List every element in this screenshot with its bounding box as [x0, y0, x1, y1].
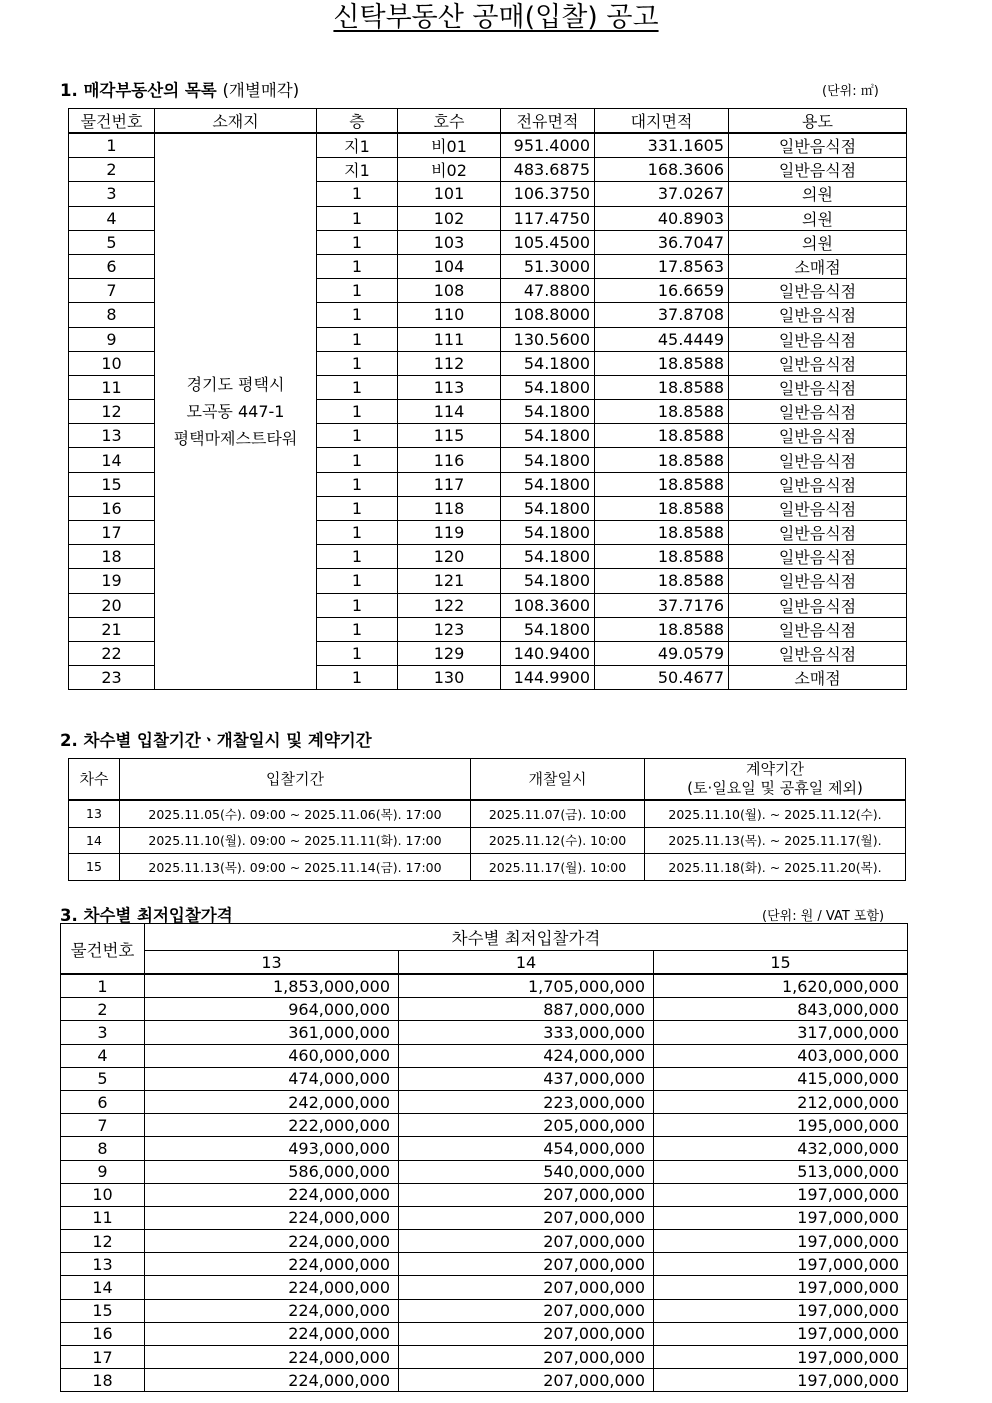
usage-cell: 일반음식점 [729, 521, 907, 545]
item-no-cell: 2 [61, 998, 145, 1021]
exclusive-area-cell: 54.1800 [501, 545, 595, 569]
unit-no-cell: 102 [398, 206, 501, 230]
price-round-15-cell: 432,000,000 [654, 1137, 908, 1160]
land-area-cell: 18.8588 [595, 351, 729, 375]
col-round-13: 13 [145, 951, 399, 975]
section1-heading: 1. 매각부동산의 목록 (개별매각) [60, 81, 300, 100]
item-no-cell: 9 [61, 1160, 145, 1183]
unit-no-cell: 123 [398, 617, 501, 641]
exclusive-area-cell: 105.4500 [501, 230, 595, 254]
price-round-13-cell: 224,000,000 [145, 1299, 399, 1322]
usage-cell: 일반음식점 [729, 593, 907, 617]
price-round-14-cell: 424,000,000 [399, 1044, 654, 1067]
item-no-cell: 4 [69, 206, 155, 230]
location-line: 평택마제스트타워 [173, 429, 298, 449]
item-no-cell: 15 [69, 472, 155, 496]
floor-cell: 1 [317, 206, 398, 230]
land-area-cell: 18.8588 [595, 375, 729, 399]
round-cell: 14 [69, 827, 120, 854]
exclusive-area-cell: 951.4000 [501, 133, 595, 158]
location-cell [155, 133, 317, 690]
land-area-cell: 17.8563 [595, 254, 729, 278]
unit-no-cell: 112 [398, 351, 501, 375]
col-bid-period: 입찰기간 [120, 759, 471, 801]
usage-cell: 일반음식점 [729, 327, 907, 351]
section3-unit: (단위: 원 / VAT 포함) [762, 909, 885, 924]
unit-no-cell: 119 [398, 521, 501, 545]
price-round-15-cell: 197,000,000 [654, 1346, 908, 1369]
item-no-cell: 14 [69, 448, 155, 472]
bid-period-cell: 2025.11.10(월). 09:00 ~ 2025.11.11(화). 17:00 [120, 827, 471, 854]
land-area-cell: 18.8588 [595, 617, 729, 641]
table-row [61, 1299, 908, 1322]
exclusive-area-cell: 106.3750 [501, 182, 595, 206]
price-round-14-cell: 437,000,000 [399, 1067, 654, 1090]
price-round-15-cell: 197,000,000 [654, 1276, 908, 1299]
land-area-cell: 37.8708 [595, 303, 729, 327]
exclusive-area-cell: 54.1800 [501, 617, 595, 641]
unit-no-cell: 117 [398, 472, 501, 496]
round-cell: 15 [69, 854, 120, 881]
table-row [61, 1206, 908, 1229]
table-row [61, 1346, 908, 1369]
unit-no-cell: 120 [398, 545, 501, 569]
item-no-cell: 10 [61, 1183, 145, 1206]
price-round-14-cell: 333,000,000 [399, 1021, 654, 1044]
land-area-cell: 18.8588 [595, 496, 729, 520]
item-no-cell: 15 [61, 1299, 145, 1322]
col-exclusive-area: 전유면적 [501, 109, 595, 134]
table-row [61, 1137, 908, 1160]
item-no-cell: 3 [61, 1021, 145, 1044]
item-no-cell: 17 [69, 521, 155, 545]
price-round-13-cell: 224,000,000 [145, 1206, 399, 1229]
usage-cell: 일반음식점 [729, 496, 907, 520]
unit-no-cell: 104 [398, 254, 501, 278]
price-round-14-cell: 205,000,000 [399, 1114, 654, 1137]
col-land-area: 대지면적 [595, 109, 729, 134]
usage-cell: 소매점 [729, 254, 907, 278]
table-row [61, 1276, 908, 1299]
item-no-cell: 14 [61, 1276, 145, 1299]
price-round-15-cell: 317,000,000 [654, 1021, 908, 1044]
table-row [61, 1044, 908, 1067]
col-contract-period: 계약기간 (토·일요일 및 공휴일 제외) [645, 759, 906, 801]
land-area-cell: 16.6659 [595, 279, 729, 303]
price-round-15-cell: 197,000,000 [654, 1206, 908, 1229]
item-no-cell: 23 [69, 666, 155, 690]
land-area-cell: 50.4677 [595, 666, 729, 690]
col-round-14: 14 [399, 951, 654, 975]
table-row [69, 854, 906, 881]
item-no-cell: 11 [69, 375, 155, 399]
land-area-cell: 18.8588 [595, 424, 729, 448]
floor-cell: 1 [317, 424, 398, 448]
price-round-13-cell: 474,000,000 [145, 1067, 399, 1090]
col-group-min-bid: 차수별 최저입찰가격 [145, 924, 908, 951]
land-area-cell: 18.8588 [595, 521, 729, 545]
exclusive-area-cell: 140.9400 [501, 641, 595, 665]
land-area-cell: 37.7176 [595, 593, 729, 617]
price-round-14-cell: 887,000,000 [399, 998, 654, 1021]
price-round-14-cell: 207,000,000 [399, 1183, 654, 1206]
price-round-13-cell: 460,000,000 [145, 1044, 399, 1067]
item-no-cell: 20 [69, 593, 155, 617]
price-round-14-cell: 207,000,000 [399, 1276, 654, 1299]
table-row [61, 998, 908, 1021]
floor-cell: 1 [317, 375, 398, 399]
price-round-13-cell: 224,000,000 [145, 1253, 399, 1276]
item-no-cell: 13 [69, 424, 155, 448]
exclusive-area-cell: 54.1800 [501, 569, 595, 593]
exclusive-area-cell: 51.3000 [501, 254, 595, 278]
usage-cell: 일반음식점 [729, 400, 907, 424]
min-bid-price-header [61, 924, 908, 951]
price-round-15-cell: 1,620,000,000 [654, 974, 908, 998]
table-row [69, 800, 906, 827]
contract-period-cell: 2025.11.10(월). ~ 2025.11.12(수). [645, 800, 906, 827]
exclusive-area-cell: 54.1800 [501, 400, 595, 424]
table-row [61, 1114, 908, 1137]
usage-cell: 일반음식점 [729, 375, 907, 399]
floor-cell: 1 [317, 496, 398, 520]
bid-schedule-header [69, 759, 906, 801]
usage-cell: 일반음식점 [729, 351, 907, 375]
bid-period-cell: 2025.11.13(목). 09:00 ~ 2025.11.14(금). 17:00 [120, 854, 471, 881]
usage-cell: 일반음식점 [729, 279, 907, 303]
price-round-14-cell: 207,000,000 [399, 1322, 654, 1345]
price-round-15-cell: 197,000,000 [654, 1322, 908, 1345]
unit-no-cell: 129 [398, 641, 501, 665]
item-no-cell: 5 [61, 1067, 145, 1090]
floor-cell: 1 [317, 472, 398, 496]
usage-cell: 의원 [729, 230, 907, 254]
unit-no-cell: 110 [398, 303, 501, 327]
land-area-cell: 168.3606 [595, 158, 729, 182]
unit-no-cell: 116 [398, 448, 501, 472]
section2-heading: 2. 차수별 입찰기간ㆍ개찰일시 및 계약기간 [60, 731, 372, 750]
col-usage: 용도 [729, 109, 907, 134]
exclusive-area-cell: 54.1800 [501, 375, 595, 399]
unit-no-cell: 비01 [398, 133, 501, 158]
section1-unit: (단위: ㎡) [822, 84, 879, 99]
floor-cell: 1 [317, 666, 398, 690]
item-no-cell: 17 [61, 1346, 145, 1369]
col-unit-no: 호수 [398, 109, 501, 134]
price-round-15-cell: 197,000,000 [654, 1230, 908, 1253]
table-row [61, 1067, 908, 1090]
table-row [61, 1021, 908, 1044]
col-location: 소재지 [155, 109, 317, 134]
unit-no-cell: 108 [398, 279, 501, 303]
item-no-cell: 18 [69, 545, 155, 569]
price-round-14-cell: 207,000,000 [399, 1299, 654, 1322]
unit-no-cell: 122 [398, 593, 501, 617]
item-no-cell: 6 [69, 254, 155, 278]
item-no-cell: 12 [61, 1230, 145, 1253]
price-round-15-cell: 403,000,000 [654, 1044, 908, 1067]
price-round-13-cell: 224,000,000 [145, 1276, 399, 1299]
item-no-cell: 6 [61, 1090, 145, 1113]
item-no-cell: 18 [61, 1369, 145, 1392]
land-area-cell: 45.4449 [595, 327, 729, 351]
price-round-15-cell: 197,000,000 [654, 1183, 908, 1206]
exclusive-area-cell: 130.5600 [501, 327, 595, 351]
table-row [61, 1090, 908, 1113]
contract-period-cell: 2025.11.13(목). ~ 2025.11.17(월). [645, 827, 906, 854]
price-round-13-cell: 964,000,000 [145, 998, 399, 1021]
item-no-cell: 7 [69, 279, 155, 303]
floor-cell: 1 [317, 521, 398, 545]
item-no-cell: 19 [69, 569, 155, 593]
land-area-cell: 331.1605 [595, 133, 729, 158]
col-opening-time: 개찰일시 [471, 759, 645, 801]
location-line: 모곡동 447-1 [186, 402, 285, 422]
price-round-13-cell: 224,000,000 [145, 1369, 399, 1392]
exclusive-area-cell: 117.4750 [501, 206, 595, 230]
exclusive-area-cell: 54.1800 [501, 496, 595, 520]
floor-cell: 지1 [317, 158, 398, 182]
opening-time-cell: 2025.11.07(금). 10:00 [471, 800, 645, 827]
price-round-15-cell: 197,000,000 [654, 1299, 908, 1322]
item-no-cell: 8 [69, 303, 155, 327]
item-no-cell: 2 [69, 158, 155, 182]
price-round-13-cell: 224,000,000 [145, 1230, 399, 1253]
price-round-15-cell: 212,000,000 [654, 1090, 908, 1113]
price-round-15-cell: 197,000,000 [654, 1369, 908, 1392]
usage-cell: 일반음식점 [729, 617, 907, 641]
price-round-14-cell: 207,000,000 [399, 1230, 654, 1253]
opening-time-cell: 2025.11.12(수). 10:00 [471, 827, 645, 854]
floor-cell: 1 [317, 230, 398, 254]
table-row [61, 1369, 908, 1392]
unit-no-cell: 121 [398, 569, 501, 593]
col-item-no: 물건번호 [61, 924, 145, 975]
land-area-cell: 18.8588 [595, 400, 729, 424]
exclusive-area-cell: 108.3600 [501, 593, 595, 617]
usage-cell: 일반음식점 [729, 158, 907, 182]
price-round-14-cell: 207,000,000 [399, 1253, 654, 1276]
price-round-15-cell: 415,000,000 [654, 1067, 908, 1090]
land-area-cell: 18.8588 [595, 545, 729, 569]
land-area-cell: 36.7047 [595, 230, 729, 254]
price-round-13-cell: 586,000,000 [145, 1160, 399, 1183]
table-row [61, 1230, 908, 1253]
floor-cell: 1 [317, 303, 398, 327]
exclusive-area-cell: 483.6875 [501, 158, 595, 182]
floor-cell: 1 [317, 351, 398, 375]
item-no-cell: 16 [61, 1322, 145, 1345]
location-line: 경기도 평택시 [186, 375, 285, 395]
item-no-cell: 13 [61, 1253, 145, 1276]
bid-schedule-table [68, 758, 906, 881]
usage-cell: 일반음식점 [729, 448, 907, 472]
usage-cell: 소매점 [729, 666, 907, 690]
item-no-cell: 10 [69, 351, 155, 375]
unit-no-cell: 113 [398, 375, 501, 399]
usage-cell: 일반음식점 [729, 424, 907, 448]
round-header-row [61, 951, 908, 975]
land-area-cell: 18.8588 [595, 448, 729, 472]
item-no-cell: 1 [61, 974, 145, 998]
opening-time-cell: 2025.11.17(월). 10:00 [471, 854, 645, 881]
price-round-13-cell: 493,000,000 [145, 1137, 399, 1160]
contract-period-cell: 2025.11.18(화). ~ 2025.11.20(목). [645, 854, 906, 881]
unit-no-cell: 103 [398, 230, 501, 254]
floor-cell: 1 [317, 327, 398, 351]
floor-cell: 1 [317, 617, 398, 641]
price-round-13-cell: 1,853,000,000 [145, 974, 399, 998]
exclusive-area-cell: 47.8800 [501, 279, 595, 303]
col-floor: 층 [317, 109, 398, 134]
floor-cell: 1 [317, 400, 398, 424]
price-round-13-cell: 242,000,000 [145, 1090, 399, 1113]
price-round-15-cell: 195,000,000 [654, 1114, 908, 1137]
section3-heading: 3. 차수별 최저입찰가격 [60, 906, 233, 925]
price-round-13-cell: 224,000,000 [145, 1322, 399, 1345]
usage-cell: 의원 [729, 182, 907, 206]
exclusive-area-cell: 54.1800 [501, 472, 595, 496]
unit-no-cell: 101 [398, 182, 501, 206]
table-row [61, 1322, 908, 1345]
price-round-13-cell: 361,000,000 [145, 1021, 399, 1044]
col-round-15: 15 [654, 951, 908, 975]
min-bid-price-table [60, 923, 908, 1392]
item-no-cell: 21 [69, 617, 155, 641]
land-area-cell: 40.8903 [595, 206, 729, 230]
floor-cell: 1 [317, 448, 398, 472]
usage-cell: 일반음식점 [729, 545, 907, 569]
exclusive-area-cell: 144.9900 [501, 666, 595, 690]
floor-cell: 1 [317, 254, 398, 278]
exclusive-area-cell: 54.1800 [501, 448, 595, 472]
price-round-14-cell: 454,000,000 [399, 1137, 654, 1160]
price-round-14-cell: 223,000,000 [399, 1090, 654, 1113]
price-round-13-cell: 222,000,000 [145, 1114, 399, 1137]
exclusive-area-cell: 54.1800 [501, 424, 595, 448]
floor-cell: 1 [317, 279, 398, 303]
property-list-header [69, 109, 907, 134]
col-round: 차수 [69, 759, 120, 801]
land-area-cell: 18.8588 [595, 569, 729, 593]
price-round-14-cell: 207,000,000 [399, 1369, 654, 1392]
floor-cell: 1 [317, 641, 398, 665]
property-list-table [68, 108, 907, 690]
exclusive-area-cell: 108.8000 [501, 303, 595, 327]
price-round-13-cell: 224,000,000 [145, 1183, 399, 1206]
item-no-cell: 4 [61, 1044, 145, 1067]
item-no-cell: 12 [69, 400, 155, 424]
table-row [61, 1183, 908, 1206]
unit-no-cell: 115 [398, 424, 501, 448]
table-row [69, 133, 907, 158]
unit-no-cell: 114 [398, 400, 501, 424]
floor-cell: 1 [317, 182, 398, 206]
price-round-15-cell: 513,000,000 [654, 1160, 908, 1183]
item-no-cell: 22 [69, 641, 155, 665]
price-round-13-cell: 224,000,000 [145, 1346, 399, 1369]
item-no-cell: 1 [69, 133, 155, 158]
unit-no-cell: 111 [398, 327, 501, 351]
document-title: 신탁부동산 공매(입찰) 공고 [333, 2, 659, 33]
floor-cell: 지1 [317, 133, 398, 158]
land-area-cell: 37.0267 [595, 182, 729, 206]
table-row [61, 1160, 908, 1183]
col-item-no: 물건번호 [69, 109, 155, 134]
item-no-cell: 5 [69, 230, 155, 254]
price-round-15-cell: 843,000,000 [654, 998, 908, 1021]
item-no-cell: 9 [69, 327, 155, 351]
floor-cell: 1 [317, 569, 398, 593]
unit-no-cell: 비02 [398, 158, 501, 182]
price-round-14-cell: 207,000,000 [399, 1206, 654, 1229]
land-area-cell: 49.0579 [595, 641, 729, 665]
unit-no-cell: 130 [398, 666, 501, 690]
table-row [61, 974, 908, 998]
exclusive-area-cell: 54.1800 [501, 351, 595, 375]
usage-cell: 일반음식점 [729, 472, 907, 496]
exclusive-area-cell: 54.1800 [501, 521, 595, 545]
item-no-cell: 7 [61, 1114, 145, 1137]
usage-cell: 일반음식점 [729, 133, 907, 158]
table-row [61, 1253, 908, 1276]
usage-cell: 일반음식점 [729, 303, 907, 327]
floor-cell: 1 [317, 545, 398, 569]
table-row [69, 827, 906, 854]
usage-cell: 일반음식점 [729, 569, 907, 593]
round-cell: 13 [69, 800, 120, 827]
item-no-cell: 8 [61, 1137, 145, 1160]
unit-no-cell: 118 [398, 496, 501, 520]
usage-cell: 의원 [729, 206, 907, 230]
usage-cell: 일반음식점 [729, 641, 907, 665]
price-round-14-cell: 1,705,000,000 [399, 974, 654, 998]
land-area-cell: 18.8588 [595, 472, 729, 496]
price-round-14-cell: 540,000,000 [399, 1160, 654, 1183]
price-round-15-cell: 197,000,000 [654, 1253, 908, 1276]
floor-cell: 1 [317, 593, 398, 617]
item-no-cell: 11 [61, 1206, 145, 1229]
bid-period-cell: 2025.11.05(수). 09:00 ~ 2025.11.06(목). 17:00 [120, 800, 471, 827]
price-round-14-cell: 207,000,000 [399, 1346, 654, 1369]
item-no-cell: 3 [69, 182, 155, 206]
item-no-cell: 16 [69, 496, 155, 520]
